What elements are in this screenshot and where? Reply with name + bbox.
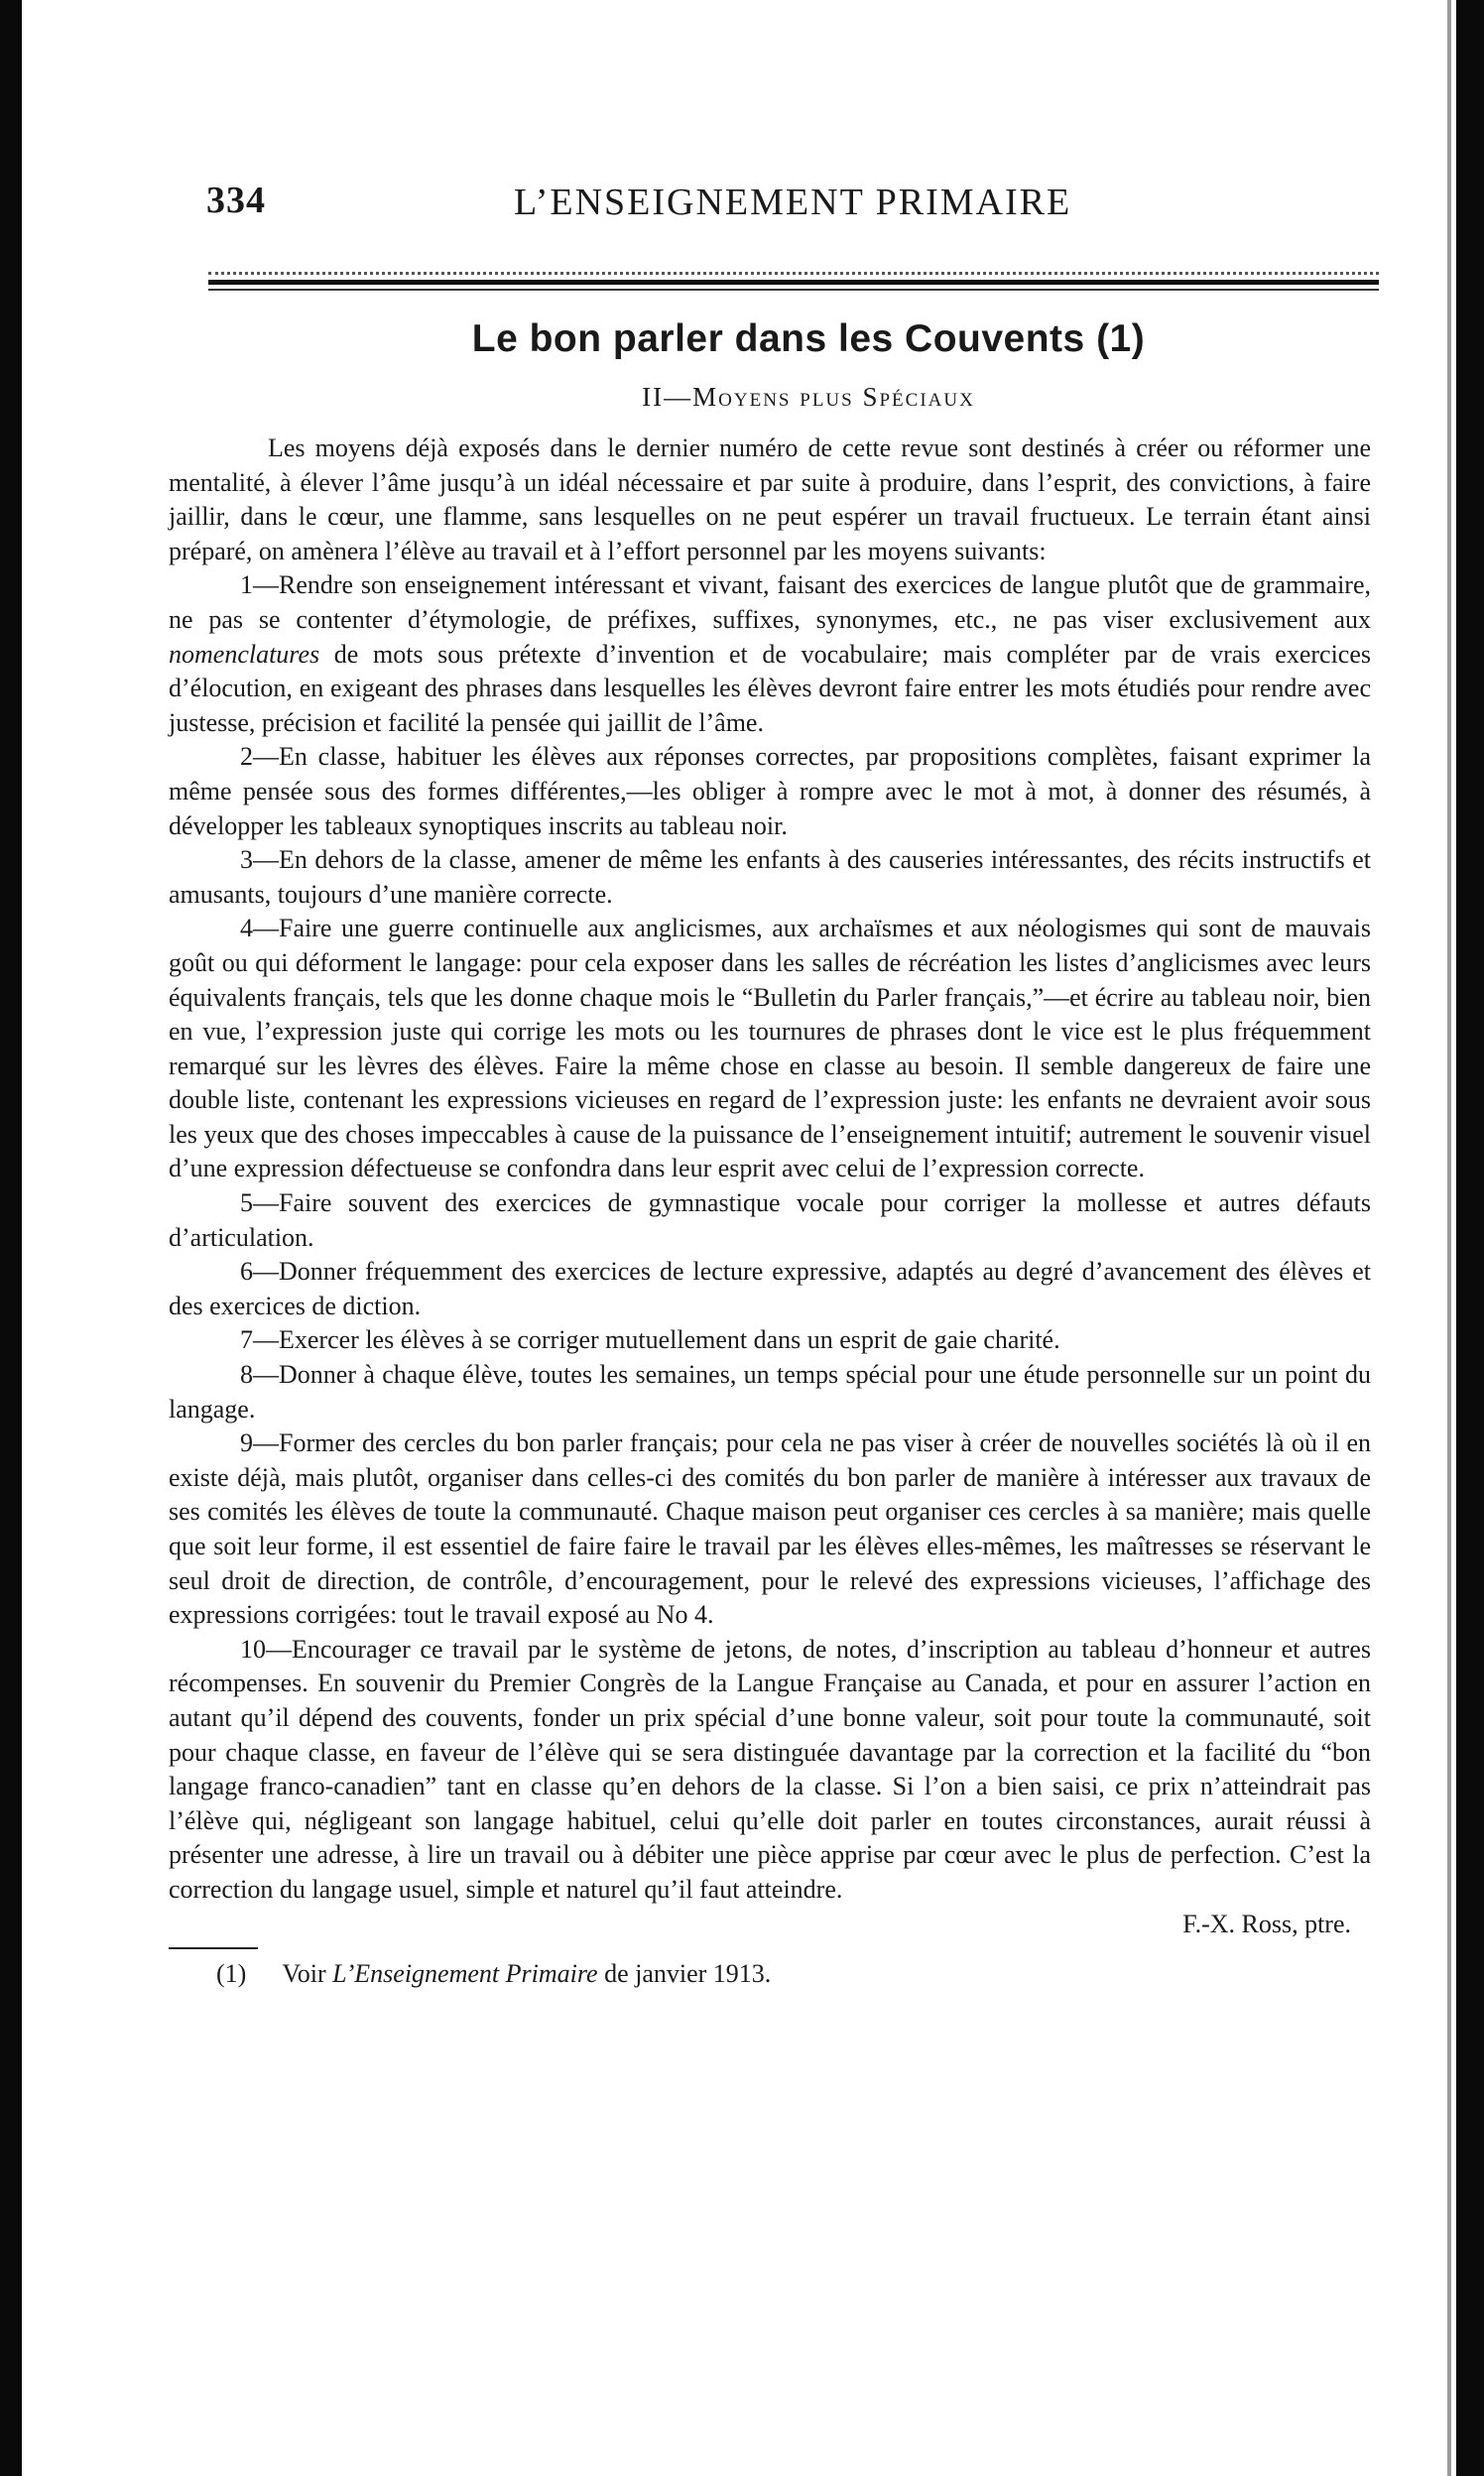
paragraph-6: 6—Donner fréquemment des exercices de lecture expressive, adaptés au degré d’avancement des élèves et des exercices de diction. — [169, 1257, 1371, 1320]
paragraph-4: 4—Faire une guerre continuelle aux anglicismes, aux archaïsmes et aux néologismes qui sont de mauvais goût ou qui déforment le langage: pour cela exposer dans les salles de récréation les listes d’anglicismes avec leurs équivalents français, tels que les donne chaque mois le “Bulletin du Parler français,”—et écrire au tableau noir, bien en vue, l’expression juste qui corrige les mots ou les tournures de phrases dont le vice est le plus fréquemment remarqué sur les lèvres des élèves. Faire la même chose en classe au besoin. Il semble dangereux de faire une double liste, contenant les expressions vicieuses en regard de l’expression juste: les enfants ne devraient avoir sous les yeux que des choses impeccables à cause de la puissance de l’enseignement intuitif; autrement le souvenir visuel d’une expression défectueuse se confondra dans leur esprit avec celui de l’expression correcte. — [169, 914, 1371, 1183]
footnote-text-start: Voir — [282, 1959, 333, 1989]
author-signature: F.-X. Ross, ptre. — [1182, 1909, 1351, 1938]
paragraph-1-end: de mots sous prétexte d’invention et de vocabulaire; mais compléter par de vrais exercices d’élocution, en exigeant des phrases dans lesquelles les élèves devront faire entrer les mots étudiés pour rendre avec justesse, précision et facilité la pensée qui jaillit de l’âme. — [169, 639, 1371, 737]
footnote-journal-name: L’Enseignement Primaire — [332, 1959, 598, 1989]
scan-border-left — [0, 0, 22, 2476]
footnote — [169, 1957, 1371, 1992]
article-body — [169, 432, 1371, 1992]
page-number: 334 — [206, 180, 266, 221]
paragraph-2: 2—En classe, habituer les élèves aux réponses correctes, par propositions complètes, faisant exprimer la même pensée sous des formes différentes,—les obliger à rompre avec le mot à mot, à donner des résumés, à développer les tableaux synoptiques inscrits au tableau noir. — [169, 742, 1371, 840]
header-rule-thin — [208, 289, 1379, 291]
running-header — [169, 169, 1359, 228]
scan-border-shadow — [1447, 0, 1451, 2476]
paragraph-8: 8—Donner à chaque élève, toutes les semaines, un temps spécial pour une étude personnelle sur un point du langage. — [169, 1360, 1371, 1424]
paragraph-1 — [169, 568, 1371, 740]
paragraph-1-start: 1—Rendre son enseignement intéressant et vivant, faisant des exercices de langue plutôt que de grammaire, ne pas se contenter d’étymologie, de préfixes, suffixes, synonymes, etc., ne pas viser exclusivement aux — [169, 570, 1371, 634]
intro-paragraph: Les moyens déjà exposés dans le dernier numéro de cette revue sont destinés à créer ou réformer une mentalité, à élever l’âme jusqu’à un idéal nécessaire et par suite à produire, dans l’esprit, des convictions, à faire jaillir, dans le cœur, une flamme, sans lesquelles on ne peut espérer un travail fructueux. Le terrain étant ainsi préparé, on amènera l’élève au travail et à l’effort personnel par les moyens suivants: — [169, 433, 1371, 565]
footnote-mark: (1) — [216, 1959, 247, 1989]
footnote-text-end: de janvier 1913. — [597, 1959, 772, 1989]
paragraph-3: 3—En dehors de la classe, amener de même les enfants à des causeries intéressantes, des récits instructifs et amusants, toujours d’une manière correcte. — [169, 845, 1371, 909]
scan-border-right — [1456, 0, 1484, 2476]
paragraph-7: 7—Exercer les élèves à se corriger mutuellement dans un esprit de gaie charité. — [240, 1325, 1060, 1355]
paragraph-10: 10—Encourager ce travail par le système de jetons, de notes, d’inscription au tableau d’honneur et autres récompenses. En souvenir du Premier Congrès de la Langue Française au Canada, et pour en assurer l’action en autant qu’il dépend des couvents, fonder un prix spécial d’une bonne valeur, soit pour toute la communauté, soit pour chaque classe, en faveur de l’élève qui se sera distinguée davantage par la correction et la facilité du “bon langage franco-canadien” tant en classe qu’en dehors de la classe. Si l’on a bien saisi, ce prix n’atteindrait pas l’élève qui, négligeant son langage habituel, celui qu’elle doit parler en toutes circonstances, aurait réussi à présenter une adresse, à lire un travail ou à débiter une pièce apprise par cœur avec le plus de perfection. C’est la correction du langage usuel, simple et naturel qu’il faut atteindre. — [169, 1634, 1371, 1904]
section-heading: II—Moyens plus Spéciaux — [642, 382, 975, 412]
journal-title: L’ENSEIGNEMENT PRIMAIRE — [514, 182, 1072, 223]
header-rule-thick — [208, 280, 1379, 285]
paragraph-5: 5—Faire souvent des exercices de gymnastique vocale pour corriger la mollesse et autres défauts d’articulation. — [169, 1188, 1371, 1252]
paragraph-1-italic: nomenclatures — [169, 639, 320, 669]
paragraph-9: 9—Former des cercles du bon parler français; pour cela ne pas viser à créer de nouvelles sociétés là où il en existe déjà, mais plutôt, organiser dans celles-ci des comités du bon parler de manière à intéresser aux travaux de ses comités les élèves de toute la communauté. Chaque maison peut organiser ces cercles à sa manière; mais quelle que soit leur forme, il est essentiel de faire faire le travail par les élèves elles-mêmes, les maîtresses se réservant le seul droit de direction, de contrôle, d’encouragement, pour le relevé des expressions vicieuses, l’affichage des expressions corrigées: tout le travail exposé au No 4. — [169, 1428, 1371, 1630]
article-title: Le bon parler dans les Couvents (1) — [471, 317, 1146, 360]
page — [169, 169, 1371, 1989]
header-rule-dotted — [208, 272, 1379, 275]
footnote-rule — [169, 1947, 258, 1949]
